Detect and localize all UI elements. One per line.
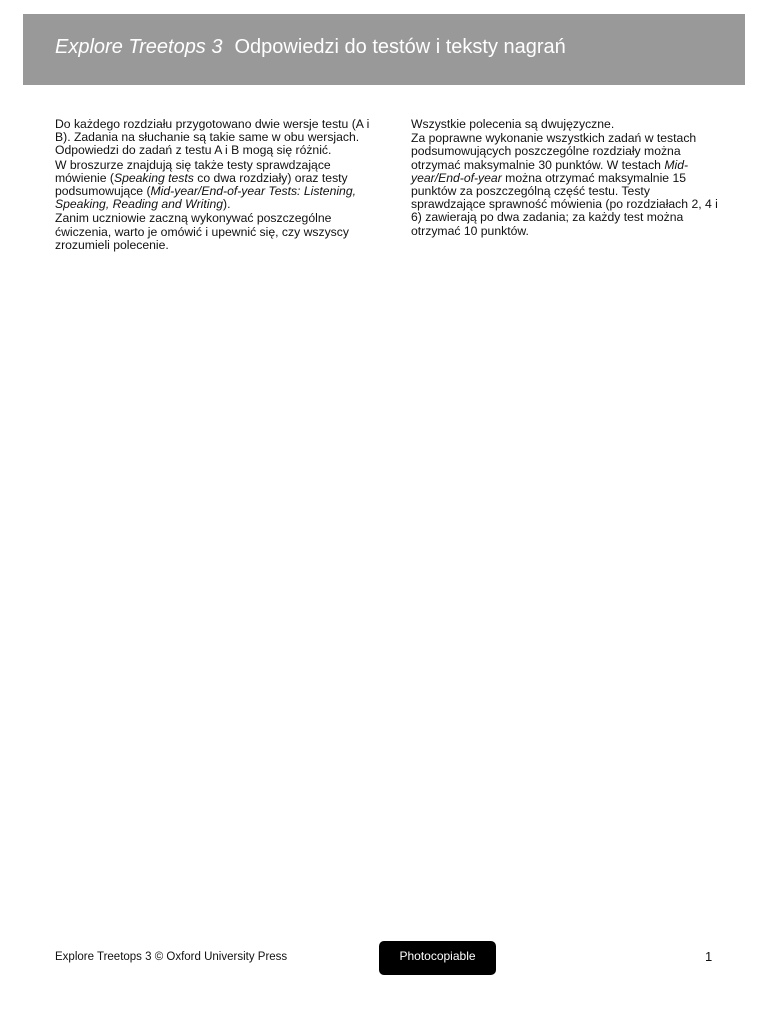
speaking-tests-term: Speaking tests	[113, 170, 194, 185]
photocopiable-badge: Photocopiable	[379, 941, 496, 975]
header-title	[55, 33, 566, 61]
tests-paragraph	[55, 159, 375, 212]
scoring-text-1: Za poprawne wykonanie wszystkich zadań w testach podsumowujących poszczególne rozdziały można otrzymać maksymalnie 30 punktów. W testach	[411, 131, 697, 172]
footer-copyright: Explore Treetops 3 © Oxford University Press	[55, 951, 288, 963]
intro-paragraph: Do każdego rozdziału przygotowano dwie wersje testu (A i B). Zadania na słuchanie są takie same w obu wersjach. Odpowiedzi do zadań z testu A i B mogą się różnić.	[55, 117, 370, 158]
page-number: 1	[705, 949, 713, 964]
header-band	[23, 14, 745, 85]
mid-year-term: Mid-year/End-of-year	[411, 157, 689, 185]
document-title: Odpowiedzi do testów i teksty nagrań	[234, 36, 566, 58]
tests-text-1: W broszurze znajdują się także testy sprawdzające mówienie (	[55, 157, 331, 185]
series-title: Explore Treetops 3	[55, 36, 223, 58]
instructions-paragraph: Zanim uczniowie zaczną wykonywać poszczególne ćwiczenia, warto je omówić i upewnić się, czy wszyscy zrozumieli polecenie.	[55, 211, 349, 252]
tests-text-3: ).	[223, 197, 231, 212]
scoring-text-2: można otrzymać maksymalnie 15 punktów za poszczególną część testu. Testy sprawdzające sprawność mówienia (po rozdziałach 2, 4 i 6) zawierają po dwa zadania; za każdy test można otrzymać 10 punktów.	[411, 170, 718, 238]
tests-text-2: co dwa rozdziały) oraz testy podsumowujące (	[55, 170, 348, 199]
left-column	[55, 118, 375, 253]
scoring-paragraph	[411, 132, 721, 238]
summary-tests-term: Mid-year/End-of-year Tests: Listening, Speaking, Reading and Writing	[55, 184, 357, 212]
right-column	[411, 118, 721, 239]
bilingual-paragraph: Wszystkie polecenia są dwujęzyczne.	[411, 117, 615, 131]
